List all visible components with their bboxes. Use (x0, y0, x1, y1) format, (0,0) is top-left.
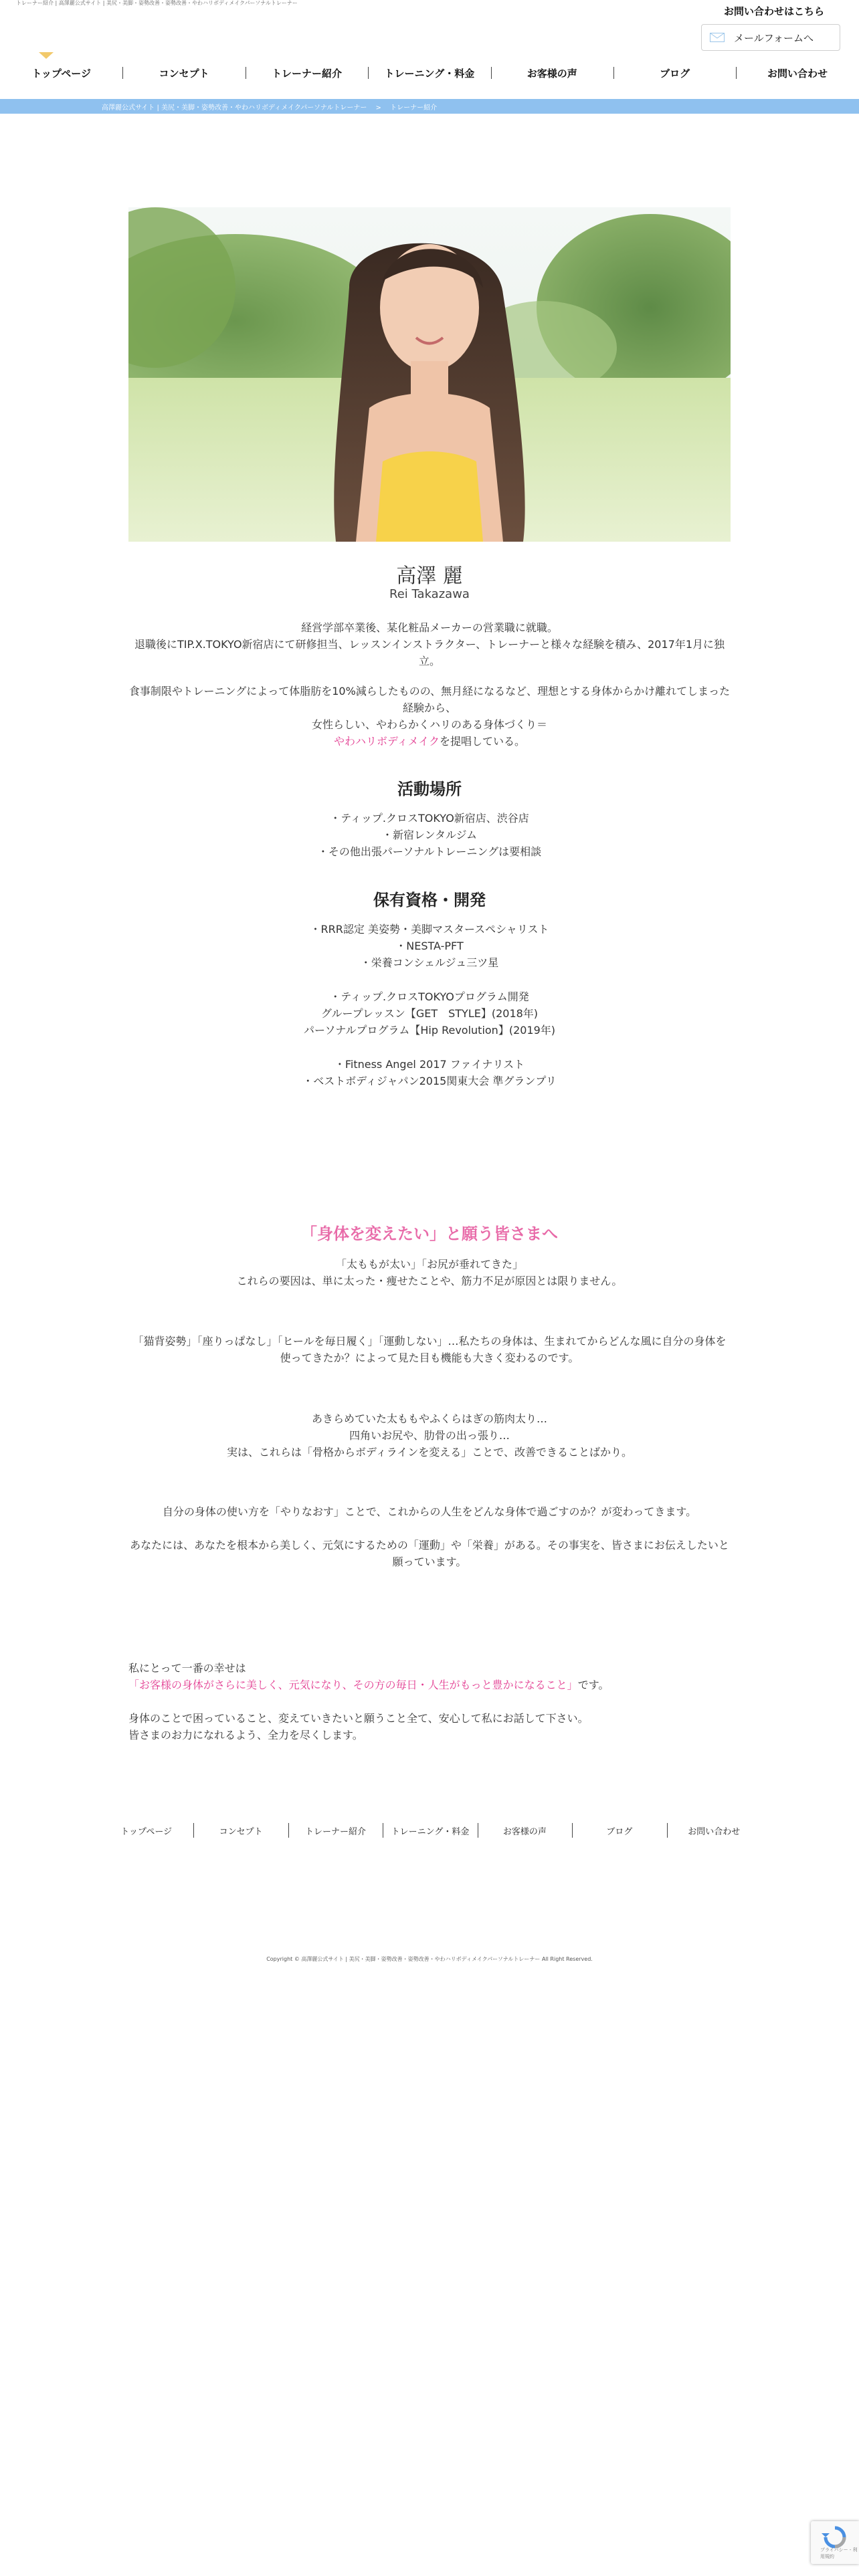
footer-nav-voices[interactable]: お客様の声 (478, 1820, 572, 1840)
nav-item-concept[interactable]: コンセプト (122, 59, 245, 87)
message-text: あきらめていた太ももやふくらはぎの筋肉太り… (311, 1412, 547, 1425)
message-text: 「猫背姿勢」「座りっぱなし」「ヒールを毎日履く」「運動しない」…私たちの身体は、生まれてからどんな風に自分の身体を使ってきたか？によって見た目も機能も大きく変わるのです。 (132, 1335, 727, 1364)
nav-item-blog[interactable]: ブログ (613, 59, 736, 87)
nav-item-trainer[interactable]: トレーナー紹介 (246, 59, 368, 87)
message-text: 自分の身体の使い方を「やりなおす」ことで、これからの人生をどんな身体で過ごすのか？が変わってきます。 (162, 1505, 697, 1518)
location-item: ・ティップ.クロスTOKYO新宿店、渋谷店 (330, 812, 529, 825)
qualification-item: ・栄養コンシェルジュ三ツ星 (360, 956, 499, 969)
qualification-item: ・NESTA-PFT (395, 940, 464, 952)
bio-highlight: やわハリボディメイク (333, 735, 440, 748)
message-text: 実は、これらは「骨格からボディラインを変える」ことで、改善できることばかり。 (227, 1446, 632, 1459)
breadcrumb-current: トレーナー紹介 (390, 104, 438, 112)
nav-item-top[interactable]: トップページ (31, 67, 92, 80)
qualification-item: ・ティップ.クロスTOKYOプログラム開発 (330, 990, 529, 1003)
qualification-item: グループレッスン【GET STYLE】(2018年) (320, 1007, 539, 1020)
footer-nav-blog[interactable]: ブログ (572, 1820, 666, 1840)
message-text: 四角いお尻や、肋骨の出っ張り… (349, 1429, 510, 1442)
footer-nav-training-price[interactable]: トレーニング・料金 (383, 1820, 477, 1840)
site-tagline: トレーナー紹介 | 高澤麗公式サイト | 美尻・美脚・姿勢改善・姿勢改善・やわハリボディメイクパーソナルトレーナー (16, 0, 298, 6)
closing-text-rest: です。 (577, 1679, 609, 1691)
mail-form-button[interactable] (701, 24, 840, 51)
qualification-item: ・Fitness Angel 2017 ファイナリスト (334, 1058, 525, 1071)
triangle-down-icon (39, 52, 54, 59)
nav-item-voices[interactable]: お客様の声 (491, 59, 613, 87)
contact-heading: お問い合わせはこちら (723, 5, 824, 17)
bio-line-2: 退職後にTIP.X.TOKYO新宿店にて研修担当、レッスンインストラクター、トレーナーと様々な経験を積み、2017年1月に独立。 (134, 638, 725, 667)
qualifications-heading: 保有資格・開発 (373, 891, 486, 909)
bio-line-1: 経営学部卒業後、某化粧品メーカーの営業職に就職。 (301, 621, 558, 634)
nav-item-training-price[interactable]: トレーニング・料金 (368, 59, 490, 87)
footer-nav-trainer[interactable]: トレーナー紹介 (288, 1820, 383, 1840)
mail-button-label: メールフォームへ (734, 31, 814, 44)
footer-nav-concept[interactable]: コンセプト (193, 1820, 288, 1840)
recaptcha-badge[interactable] (811, 2521, 859, 2564)
copyright: Copyright © 高澤麗公式サイト | 美尻・美脚・姿勢改善・姿勢改善・やわハリボディメイクパーソナルトレーナー All Right Reserved. (266, 1956, 593, 1962)
recaptcha-label: プライバシー - 利用規約 (820, 2547, 858, 2559)
closing-text: 身体のことで困っていること、変えていきたいと願うこと全て、安心して私にお話して下さい。 (128, 1712, 589, 1725)
location-item: ・その他出張パーソナルトレーニングは要相談 (317, 845, 542, 858)
footer-nav-top[interactable]: トップページ (120, 1826, 173, 1837)
footer-nav (99, 1820, 761, 1840)
message-text: あなたには、あなたを根本から美しく、元気にするための「運動」や「栄養」がある。その事実を、皆さまにお伝えしたいと願っています。 (130, 1539, 729, 1568)
trainer-photo (128, 207, 731, 542)
qualification-item: パーソナルプログラム【Hip Revolution】(2019年) (303, 1024, 556, 1037)
bio-line-4: 女性らしい、やわらかくハリのある身体づくり＝ (311, 718, 547, 731)
breadcrumb-separator: > (375, 104, 381, 112)
closing-highlight: 「お客様の身体がさらに美しく、元気になり、その方の毎日・人生がもっと豊かになること」 (128, 1679, 578, 1691)
qualification-item: ・RRR認定 美姿勢・美脚マスタースペシャリスト (310, 923, 549, 936)
message-text: 「太ももが太い」「お尻が垂れてきた」 (335, 1258, 523, 1271)
nav-item-contact[interactable]: お問い合わせ (736, 59, 858, 87)
location-item: ・新宿レンタルジム (382, 829, 477, 841)
bio-line-3: 食事制限やトレーニングによって体脂肪を10%減らしたものの、無月経になるなど、理想とする身体からかけ離れてしまった経験から、 (128, 685, 731, 714)
breadcrumb (0, 99, 859, 114)
message-text: これらの要因は、単に太った・痩せたことや、筋力不足が原因とは限りません。 (236, 1275, 623, 1287)
closing-text (128, 1677, 731, 1693)
footer-nav-contact[interactable]: お問い合わせ (667, 1820, 761, 1840)
locations-heading: 活動場所 (397, 780, 462, 798)
breadcrumb-home-link[interactable]: 高澤麗公式サイト | 美尻・美脚・姿勢改善・やわハリボディメイクパーソナルトレーナー (102, 104, 367, 112)
trainer-name: 高澤 麗 (396, 564, 463, 588)
global-nav (0, 59, 859, 87)
mail-icon (710, 33, 725, 42)
closing-text: 皆さまのお力になれるよう、全力を尽くします。 (128, 1729, 363, 1741)
message-heading: 「身体を変えたい」と願う皆さまへ (301, 1224, 558, 1243)
bio-line-5 (128, 733, 731, 750)
closing-text: 私にとって一番の幸せは (128, 1662, 246, 1675)
trainer-name-roman: Rei Takazawa (389, 587, 470, 601)
qualification-item: ・ベストボディジャパン2015関東大会 準グランプリ (302, 1075, 557, 1087)
bio-line-5-rest: を提唱している。 (440, 735, 526, 748)
